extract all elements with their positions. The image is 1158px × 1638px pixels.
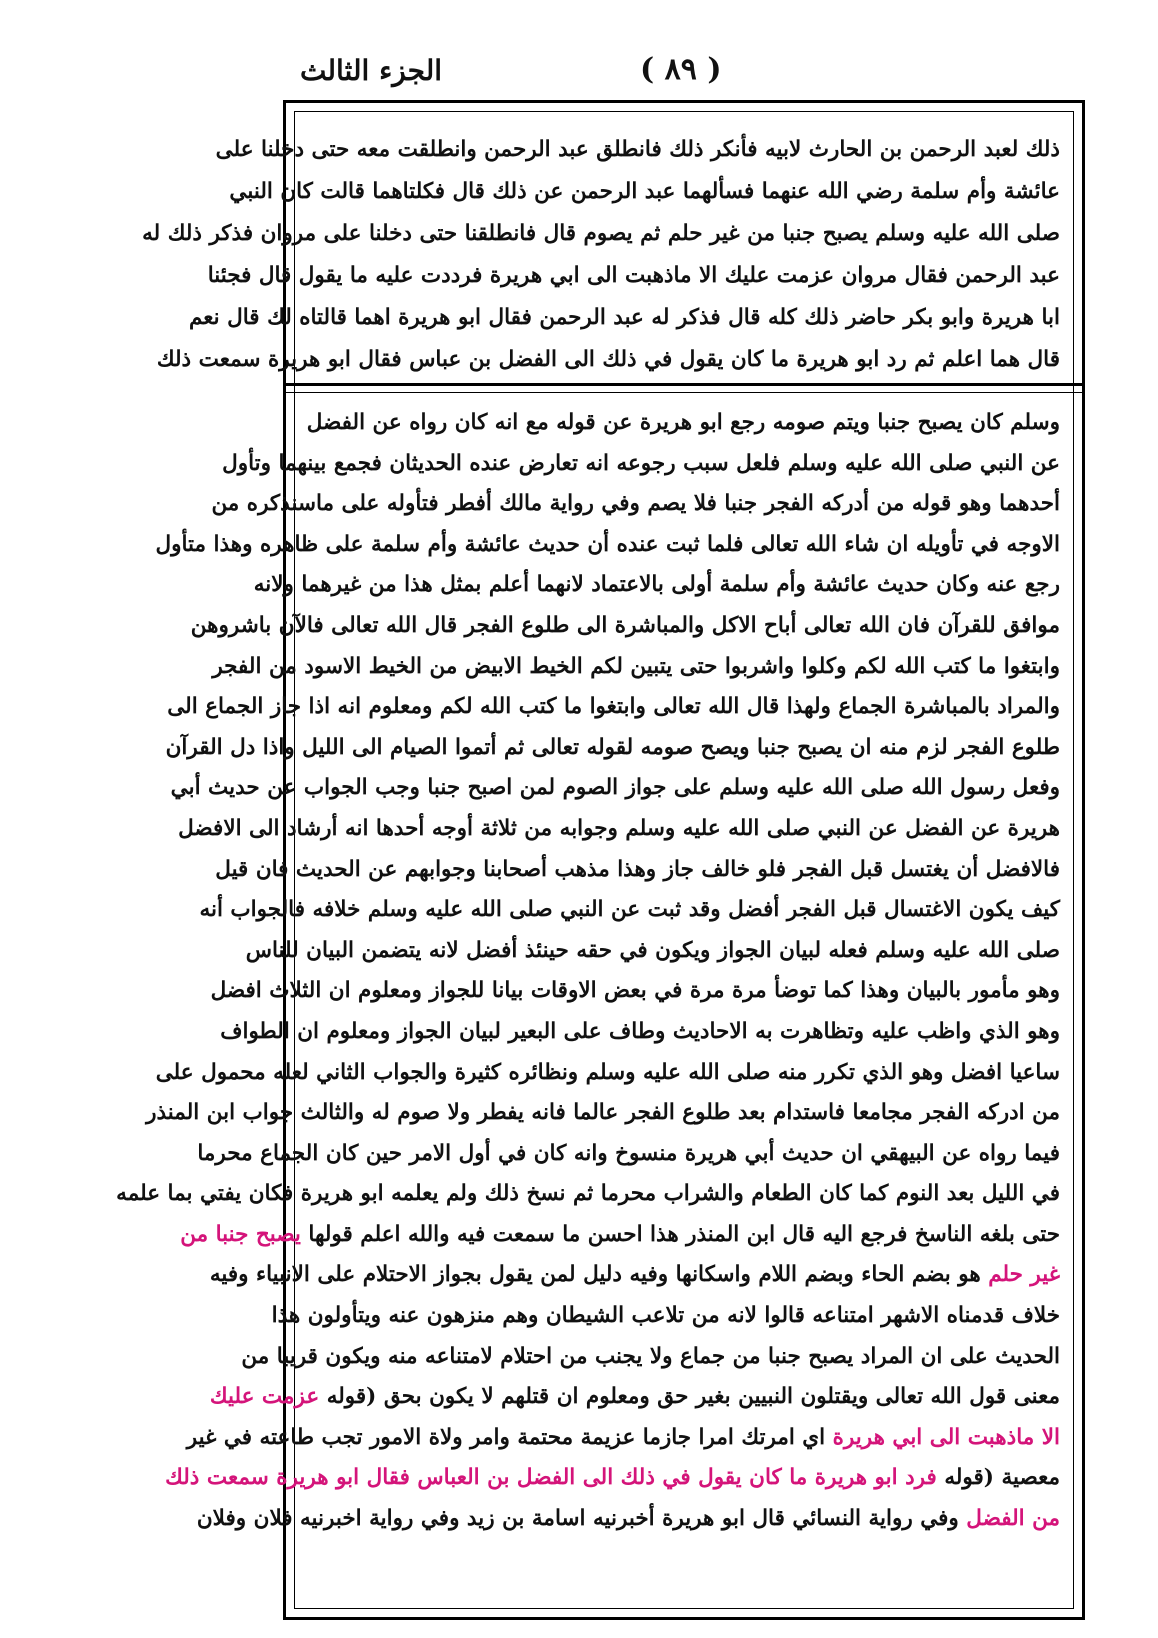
page-number: ( ٨٩ ) [640,52,722,87]
sharh-line [220,1012,1060,1053]
sharh-text-run: هو بضم الحاء وبضم اللام واسكانها وفيه دليل لمن يقول بجواز الاحتلام على الانبياء وفيه [209,1262,981,1288]
sharh-text-run: وهو الذي واظب عليه وتظاهرت به الاحاديث وطاف على البعير لبيان الجواز ومعلوم ان الطواف [220,1018,1060,1044]
sharh-line [209,1377,1060,1418]
matn-line: قال هما اعلم ثم رد ابو هريرة ما كان يقول في ذلك الى الفضل بن عباس فقال ابو هريرة سمعت ذلك [156,347,1060,372]
part-title: الجزء الثالث [300,54,443,87]
highlighted-lemma: عزمت عليك [209,1384,320,1410]
sharh-line [197,1134,1060,1175]
sharh-line [186,1418,1060,1459]
sharh-line [253,565,1060,606]
sharh-text-run: معنى قول الله تعالى ويقتلون النبيين بغير حق ومعلوم ان قتلهم لا يكون بحق (قوله [326,1384,1060,1410]
sharh-text-run: وفعل رسول الله صلى الله عليه وسلم على جواز الصوم لمن اصبح جنبا وجب الجواب عن حديث أبي [170,775,1060,801]
section-divider [286,383,1082,393]
sharh-text-run: ساعيا افضل وهو الذي تكرر منه صلى الله عليه وسلم ونظائره كثيرة والجواب الثاني لعله محمول على [155,1059,1060,1085]
sharh-line [271,1296,1060,1337]
matn-line: ابا هريرة وابو بكر حاضر ذلك كله قال فذكر له عبد الرحمن فقال ابو هريرة اهما قالتاه لك قال نعم [188,305,1060,330]
sharh-text-run: فيما رواه عن البيهقي ان حديث أبي هريرة منسوخ وانه كان في أول الامر حين كان الجماع محرما [197,1140,1060,1166]
sharh-line [190,606,1060,647]
sharh-line [155,525,1060,566]
sharh-text-run: طلوع الفجر لزم منه ان يصبح جنبا ويصح صومه لقوله تعالى ثم أتموا الصيام الى الليل واذا دل القرآن [165,734,1060,760]
sharh-text-run: اي امرتك امرا جازما عزيمة محتمة وامر ولاة الامور تجب طاعته في غير [186,1424,826,1450]
sharh-line [116,1174,1060,1215]
sharh-text [116,403,1060,1540]
sharh-text-run: الحديث على ان المراد يصبح جنبا من جماع ولا يجنب من احتلام لامتناعه منه ويكون قريبا من [241,1343,1060,1369]
sharh-line [222,444,1060,485]
matn-line: صلى الله عليه وسلم يصبح جنبا من غير حلم ثم يصوم قال فانطلقنا حتى دخلنا على مروان فذكر ذلك له [142,221,1060,246]
matn-line: ذلك لعبد الرحمن بن الحارث لابيه فأنكر ذلك فانطلق عبد الرحمن وانطلقت معه حتى دخلنا على [215,137,1060,162]
sharh-text-run: معصية (قوله [944,1465,1060,1491]
matn-text [142,129,1060,381]
sharh-line [199,890,1060,931]
sharh-text-run: أحدهما وهو قوله من أدركه الفجر جنبا فلا يصم وفي رواية مالك أفطر فتأوله على ماسنذكره من [211,491,1060,517]
matn-line: عائشة وأم سلمة رضي الله عنهما فسألهما عبد الرحمن عن ذلك قال فكلتاهما قالت كان النبي [229,179,1060,204]
sharh-text-run: والمراد بالمباشرة الجماع ولهذا قال الله تعالى وابتغوا ما كتب الله لكم ومعلوم انه اذا جاز الجماع الى [167,694,1060,720]
sharh-text-run: رجع عنه وكان حديث عائشة وأم سلمة أولى بالاعتماد لانهما أعلم بمثل هذا من غيرهما ولانه [253,572,1060,598]
page-header [0,50,1158,100]
sharh-text-run: وفي رواية النسائي قال ابو هريرة أخبرنيه اسامة بن زيد وفي رواية اخبرنيه فلان وفلان [196,1506,959,1532]
sharh-line [210,971,1060,1012]
sharh-line [146,1093,1060,1134]
matn-line: عبد الرحمن فقال مروان عزمت عليك الا ماذهبت الى ابي هريرة فرددت عليه ما يقول قال فجئنا [207,263,1060,288]
sharh-line [209,1255,1060,1296]
sharh-text-run: وهو مأمور بالبيان وهذا كما توضأ مرة مرة في بعض الاوقات بيانا للجواز ومعلوم ان الثلاث افضل [210,978,1060,1004]
sharh-line [212,647,1060,688]
highlighted-lemma: غير حلم [988,1262,1060,1288]
sharh-line [245,931,1060,972]
sharh-text-run: موافق للقرآن فان الله تعالى أباح الاكل والمباشرة الى طلوع الفجر قال الله تعالى فالآن باشروهن [190,612,1060,638]
sharh-line [165,728,1060,769]
sharh-text-run: وابتغوا ما كتب الله لكم وكلوا واشربوا حتى يتبين لكم الخيط الابيض من الخيط الاسود من الفجر [212,653,1060,679]
sharh-line [180,1215,1060,1256]
highlighted-lemma: يصبح جنبا من [180,1221,301,1247]
sharh-text-run: صلى الله عليه وسلم فعله لبيان الجواز ويكون في حقه حينئذ أفضل لانه يتضمن البيان للناس [245,937,1060,963]
sharh-line [155,1053,1060,1094]
sharh-text-run: وسلم كان يصبح جنبا ويتم صومه رجع ابو هريرة عن قوله مع انه كان رواه عن الفضل [306,410,1060,435]
sharh-text-run: عن النبي صلى الله عليه وسلم فلعل سبب رجوعه انه تعارض عنده الحديثان فجمع بينهما وتأول [222,450,1060,476]
sharh-text-run: الاوجه في تأويله ان شاء الله تعالى فلما ثبت عنده أن حديث عائشة وأم سلمة على ظاهره وهذا متأول [155,531,1060,557]
sharh-line [196,1499,1060,1540]
highlighted-lemma: الا ماذهبت الى ابي هريرة [832,1424,1060,1450]
highlighted-lemma: فرد ابو هريرة ما كان يقول في ذلك الى الفضل بن العباس فقال ابو هريرة سمعت ذلك [165,1465,937,1491]
sharh-line [167,687,1060,728]
sharh-text-run: حتى بلغه الناسخ فرجع اليه قال ابن المنذر هذا احسن ما سمعت فيه والله اعلم قولها [308,1221,1060,1247]
sharh-text-run: فالافضل أن يغتسل قبل الفجر فلو خالف جاز وهذا مذهب أصحابنا وجوابهم عن الحديث فان قيل [215,856,1060,882]
sharh-line [308,403,1060,444]
highlighted-lemma: من الفضل [966,1506,1060,1532]
sharh-text-run: كيف يكون الاغتسال قبل الفجر أفضل وقد ثبت عن النبي صلى الله عليه وسلم خلافه فالجواب أنه [199,897,1060,923]
sharh-text-run: هريرة عن الفضل عن النبي صلى الله عليه وسلم وجوابه من ثلاثة أوجه أحدها انه أرشاد الى الافضل [178,815,1060,841]
sharh-text-run: في الليل بعد النوم كما كان الطعام والشراب محرما ثم نسخ ذلك ولم يعلمه ابو هريرة فكان يفتي بما علمه [116,1181,1060,1207]
sharh-line [170,768,1060,809]
sharh-line [215,850,1060,891]
sharh-line [241,1337,1060,1378]
page-frame [116,100,1085,1620]
sharh-line [165,1458,1060,1499]
sharh-line [178,809,1060,850]
sharh-text-run: خلاف قدمناه الاشهر امتناعه قالوا لانه من تلاعب الشيطان وهم منزهون عنه ويتأولون هذا [271,1303,1060,1329]
sharh-line [211,484,1060,525]
sharh-text-run: من ادركه الفجر مجامعا فاستدام بعد طلوع الفجر عالما فانه يفطر ولا صوم له والثالث جواب ابن المنذر [146,1100,1060,1126]
